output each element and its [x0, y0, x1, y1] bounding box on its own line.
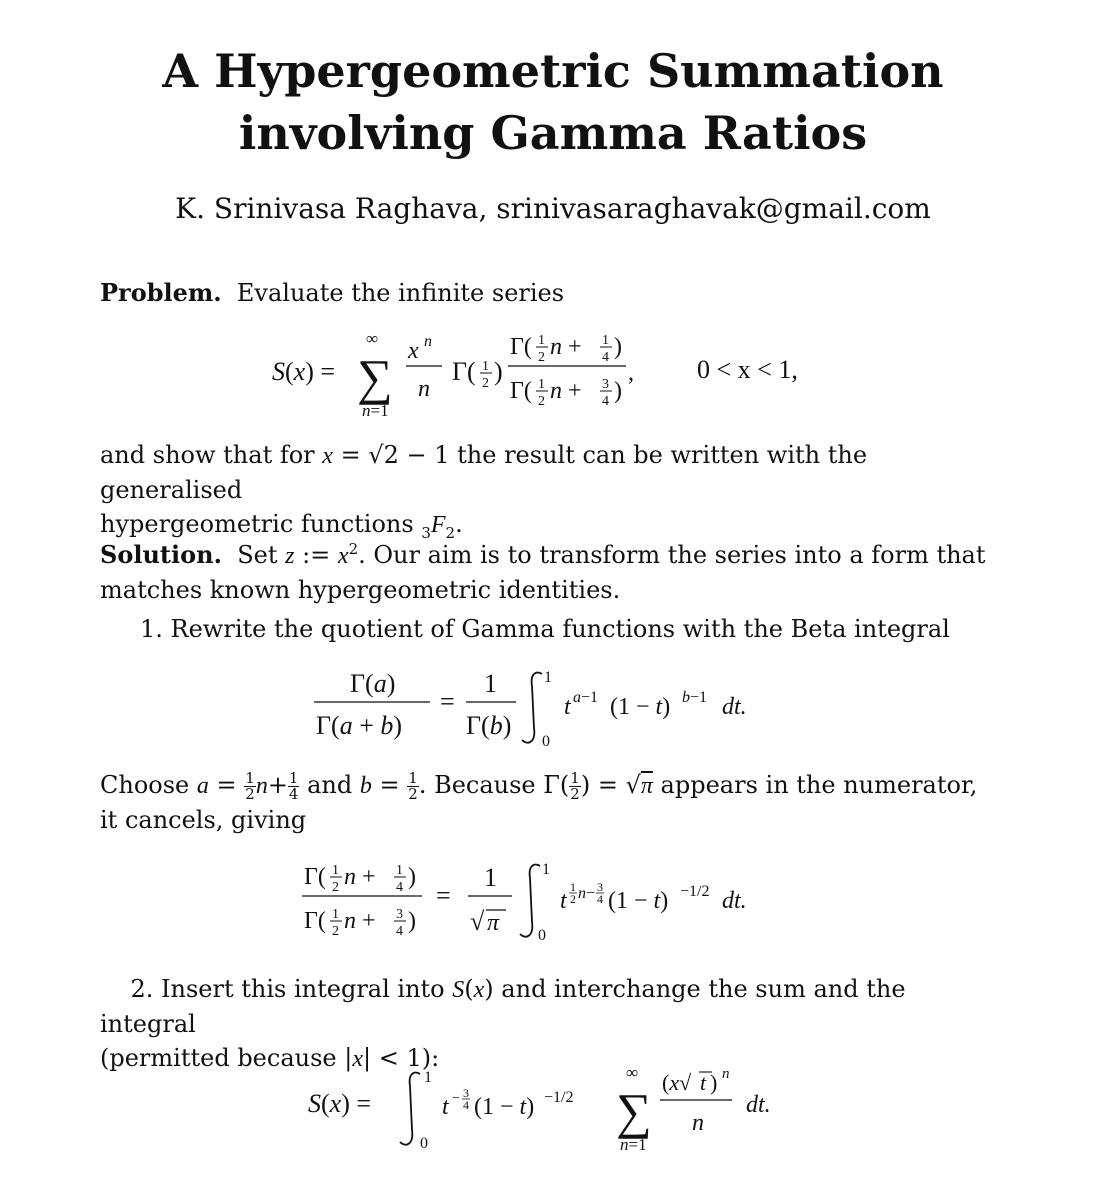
choose-text-1: Choose: [100, 771, 190, 799]
paper-title: [0, 40, 1106, 164]
svg-text:0: 0: [538, 927, 546, 944]
svg-text:1: 1: [570, 880, 576, 894]
svg-text:n +: n +: [344, 864, 376, 890]
svg-text:1: 1: [484, 669, 497, 698]
svg-text:4: 4: [396, 924, 403, 939]
svg-text:1: 1: [482, 359, 489, 374]
svg-text:n: n: [418, 376, 430, 402]
svg-text:n=1: n=1: [362, 401, 389, 420]
svg-text:,: ,: [628, 360, 634, 386]
svg-text:n: n: [424, 333, 432, 350]
solution-intro-1: Set: [237, 541, 278, 569]
svg-text:1: 1: [602, 333, 609, 348]
svg-text:2: 2: [570, 892, 576, 906]
author-line: K. Srinivasa Raghava, srinivasaraghavak@gmail.com: [175, 192, 931, 225]
gamma-ratio-integral: [290, 846, 810, 950]
svg-text:Γ(: Γ(: [510, 378, 532, 404]
followup-text-2: the result can be written with the generalised: [100, 441, 868, 504]
svg-text:4: 4: [597, 892, 603, 906]
svg-text:dt.: dt.: [722, 888, 747, 914]
svg-text:1: 1: [424, 1069, 432, 1086]
svg-text:dt.: dt.: [722, 694, 747, 720]
svg-text:t: t: [700, 1070, 707, 1095]
svg-text:Γ(a): Γ(a): [350, 669, 396, 698]
title-line-1: A Hypergeometric Summation: [162, 44, 944, 98]
svg-text:(x√: (x√: [662, 1070, 692, 1095]
svg-text:1: 1: [544, 669, 552, 686]
step-2-text-2: and interchange the sum and the integral: [100, 975, 906, 1038]
svg-text:t: t: [442, 1094, 449, 1120]
svg-text:π: π: [487, 910, 500, 936]
svg-text:−: −: [452, 1091, 460, 1106]
svg-text:): ): [408, 908, 416, 934]
svg-text:n +: n +: [550, 334, 582, 360]
svg-text:=: =: [436, 881, 451, 910]
step-1: 1. Rewrite the quotient of Gamma functions with the Beta integral: [140, 615, 950, 643]
z-definition: z: [285, 543, 295, 569]
svg-text:1: 1: [396, 863, 403, 878]
problem-followup: and show that for x = √2 − 1 the result can be written with the generalised hypergeometric functions $_3F_2$.: [100, 441, 868, 542]
svg-text:2: 2: [332, 880, 339, 895]
hypergeometric-3f2: $_3F_2$.: [421, 510, 463, 542]
followup-text-1: and show that for: [100, 441, 315, 469]
solution-intro: Solution. Set z := $x^2$. Our aim is to transform the series into a form that matches known hypergeometric identities.: [100, 540, 986, 604]
interchanged-series-equation: [300, 1060, 800, 1160]
svg-text:): ): [614, 378, 622, 404]
solution-intro-2: . Our aim is to transform the series into a form that: [358, 541, 986, 569]
svg-text:1: 1: [332, 907, 339, 922]
svg-text:∞: ∞: [366, 329, 379, 348]
svg-text:0: 0: [542, 733, 550, 750]
svg-text:n−: n−: [578, 885, 596, 902]
problem-statement: [100, 276, 992, 310]
svg-text:4: 4: [602, 350, 609, 365]
svg-text:Γ(: Γ(: [304, 864, 326, 890]
choose-tail: appears in the numerator,: [660, 771, 978, 799]
solution-label: Solution.: [100, 540, 222, 569]
svg-text:3: 3: [602, 377, 609, 392]
series-condition: 0 < x < 1,: [697, 355, 798, 384]
svg-text:2: 2: [482, 376, 489, 391]
svg-text:∑: ∑: [357, 349, 393, 405]
svg-text:): ): [494, 357, 503, 386]
step-2-text-1: 2. Insert this integral into: [130, 975, 445, 1003]
svg-text:Γ(: Γ(: [304, 908, 326, 934]
svg-text:∑: ∑: [616, 1083, 652, 1139]
svg-text:3: 3: [396, 907, 403, 922]
title-line-2: involving Gamma Ratios: [238, 106, 868, 160]
svg-text:2: 2: [332, 924, 339, 939]
choose-and: and: [307, 771, 353, 799]
svg-text:−1/2: −1/2: [680, 883, 710, 900]
svg-text:(1 − t): (1 − t): [608, 888, 669, 914]
step-2-text-3: (permitted because: [100, 1044, 337, 1072]
followup-text-3: hypergeometric functions: [100, 510, 414, 538]
choose-line-2: it cancels, giving: [100, 806, 307, 834]
svg-text:(1 − t): (1 − t): [474, 1094, 535, 1120]
svg-text:1: 1: [484, 863, 497, 892]
step-2-text-4: ):: [421, 1044, 440, 1072]
svg-text:n +: n +: [344, 908, 376, 934]
step-2: 2. Insert this integral into S(x) and interchange the sum and the integral (permitted because |x| < 1):: [100, 975, 906, 1072]
svg-text:n: n: [722, 1066, 730, 1082]
svg-text:(1 − t): (1 − t): [610, 694, 671, 720]
svg-text:Γ(b): Γ(b): [466, 711, 512, 740]
problem-label: Problem.: [100, 278, 222, 307]
svg-text:dt.: dt.: [746, 1092, 771, 1118]
svg-text:t: t: [564, 694, 571, 720]
series-equation: [260, 322, 860, 426]
svg-text:a−1: a−1: [573, 689, 599, 706]
svg-text:): ): [408, 864, 416, 890]
svg-text:√: √: [470, 907, 485, 936]
svg-text:1: 1: [538, 377, 545, 392]
svg-text:S(x) =: S(x) =: [272, 357, 336, 386]
svg-text:n +: n +: [550, 378, 582, 404]
svg-text:n: n: [692, 1110, 704, 1136]
svg-text:2: 2: [538, 394, 545, 409]
svg-text:3: 3: [597, 880, 603, 894]
svg-text:1: 1: [542, 861, 550, 878]
svg-text:t: t: [560, 888, 567, 914]
x-value-expression: x: [322, 443, 333, 469]
choose-because: . Because: [418, 771, 536, 799]
svg-text:): ): [614, 334, 622, 360]
svg-text:n=1: n=1: [620, 1135, 647, 1154]
svg-text:3: 3: [463, 1086, 469, 1100]
svg-text:1: 1: [332, 863, 339, 878]
svg-text:S(x) =: S(x) =: [308, 1089, 372, 1118]
svg-text:−1/2: −1/2: [544, 1089, 574, 1106]
svg-text:b−1: b−1: [682, 689, 708, 706]
solution-intro-3: matches known hypergeometric identities.: [100, 576, 621, 604]
svg-text:4: 4: [396, 880, 403, 895]
svg-text:1: 1: [538, 333, 545, 348]
svg-text:): ): [710, 1070, 718, 1095]
problem-intro: Evaluate the infinite series: [236, 279, 565, 307]
svg-text:=: =: [440, 687, 455, 716]
svg-text:x: x: [408, 338, 419, 364]
svg-text:∞: ∞: [626, 1063, 639, 1082]
svg-text:Γ(a + b): Γ(a + b): [316, 711, 403, 740]
svg-text:0: 0: [420, 1135, 428, 1152]
svg-text:4: 4: [463, 1098, 469, 1112]
svg-text:Γ(: Γ(: [510, 334, 532, 360]
choose-paragraph: Choose a = $\frac{1}{2}$ n+ $\frac{1}{4}$ and b = $\frac{1}{2}$ . Because Γ( $\frac{1}{2}$ ) = √π appears in the numerator, it cancels, giving: [100, 769, 978, 834]
svg-text:Γ(: Γ(: [452, 357, 476, 386]
beta-integral-equation: [300, 662, 800, 756]
svg-text:2: 2: [538, 350, 545, 365]
svg-text:4: 4: [602, 394, 609, 409]
